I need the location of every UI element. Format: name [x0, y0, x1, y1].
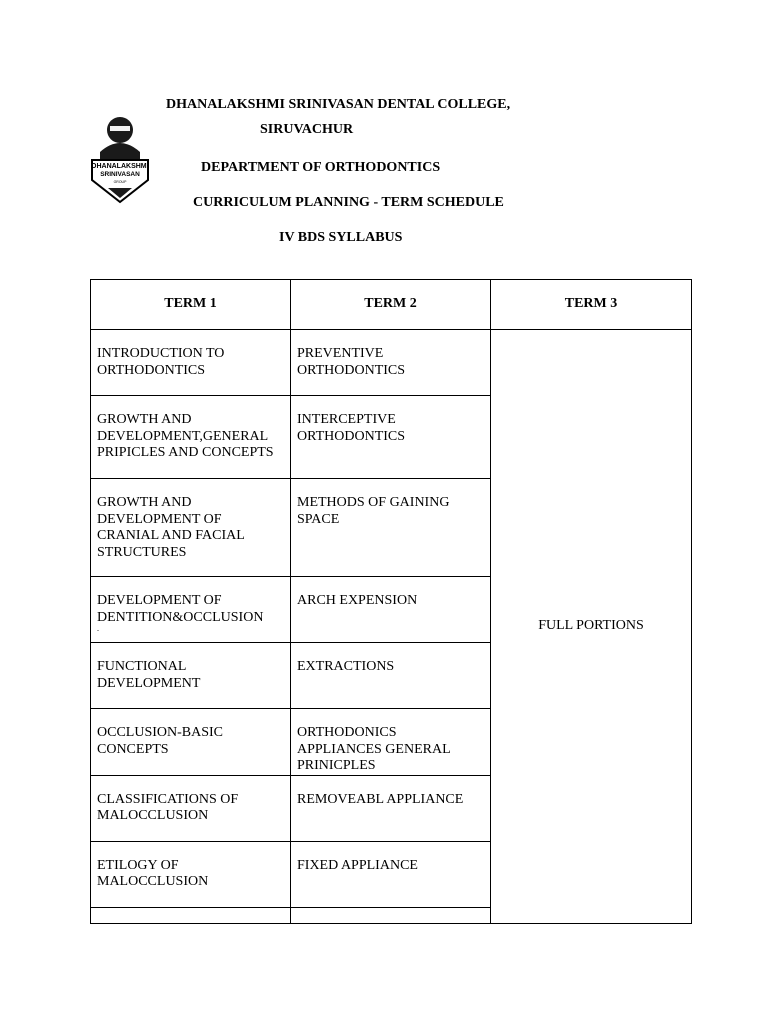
plan-title: CURRICULUM PLANNING - TERM SCHEDULE — [193, 195, 504, 210]
term1-cell: GROWTH AND DEVELOPMENT OF CRANIAL AND FACIAL STRUCTURES — [91, 479, 291, 577]
term1-cell: ETILOGY OF MALOCCLUSION — [91, 841, 291, 907]
term2-cell: ORTHODONICS APPLIANCES GENERAL PRINICPLES — [291, 709, 491, 776]
term2-cell: ARCH EXPENSION — [291, 577, 491, 643]
term1-cell: GROWTH AND DEVELOPMENT,GENERAL PRIPICLES AND CONCEPTS — [91, 396, 291, 479]
term2-cell: FIXED APPLIANCE — [291, 841, 491, 907]
table-header-row — [91, 280, 692, 330]
college-name: DHANALAKSHMI SRINIVASAN DENTAL COLLEGE, — [166, 97, 511, 112]
column-header-term3: TERM 3 — [491, 280, 692, 330]
term1-cell — [91, 907, 291, 923]
syllabus-title: IV BDS SYLLABUS — [279, 230, 403, 245]
term2-cell: METHODS OF GAINING SPACE — [291, 479, 491, 577]
term1-cell: INTRODUCTION TO ORTHODONTICS — [91, 330, 291, 396]
logo-text-line3: GROUP — [113, 180, 127, 184]
college-crest-logo — [88, 112, 152, 204]
term1-cell: OCCLUSION-BASIC CONCEPTS — [91, 709, 291, 776]
term2-cell: REMOVEABL APPLIANCE — [291, 775, 491, 841]
column-header-term1: TERM 1 — [91, 280, 291, 330]
department-title: DEPARTMENT OF ORTHODONTICS — [201, 160, 441, 175]
term1-cell-text: DEVELOPMENT OF DENTITION&OCCLUSION — [97, 593, 264, 625]
term1-cell: CLASSIFICATIONS OF MALOCCLUSION — [91, 775, 291, 841]
column-header-term2: TERM 2 — [291, 280, 491, 330]
term2-cell: INTERCEPTIVE ORTHODONTICS — [291, 396, 491, 479]
logo-text-line1: DHANALAKSHMI — [91, 163, 149, 170]
term-schedule-table — [90, 279, 692, 924]
table-row — [91, 330, 692, 396]
term1-cell — [91, 577, 291, 643]
college-location: SIRUVACHUR — [260, 122, 354, 137]
term2-cell: PREVENTIVE ORTHODONTICS — [291, 330, 491, 396]
term3-cell: FULL PORTIONS — [491, 330, 692, 924]
term1-cell: FUNCTIONAL DEVELOPMENT — [91, 643, 291, 709]
logo-text-line2: SRINIVASAN — [100, 171, 140, 178]
term2-cell: EXTRACTIONS — [291, 643, 491, 709]
term2-cell — [291, 907, 491, 923]
term1-cell-note: . — [97, 624, 99, 633]
